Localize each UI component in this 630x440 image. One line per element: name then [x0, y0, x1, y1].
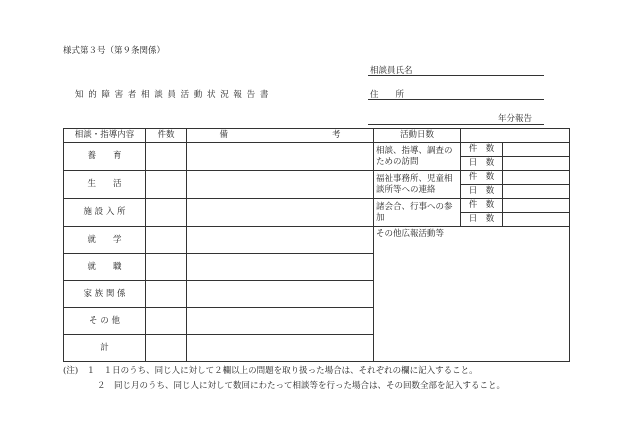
counselor-name-line[interactable] [368, 75, 544, 76]
remarks-employment[interactable] [187, 254, 374, 281]
activity-visit-label: 相談、指導、調査のための訪問 [374, 143, 461, 171]
other-activities-cell[interactable] [374, 227, 570, 362]
remarks-other[interactable] [187, 308, 374, 335]
header-remarks-2: 考 [332, 130, 341, 140]
count-employment[interactable] [146, 254, 187, 281]
activity-days-value[interactable] [461, 129, 570, 143]
remarks-facility-admission[interactable] [187, 199, 374, 227]
activity-meeting-count-value[interactable] [503, 199, 570, 213]
remarks-upbringing[interactable] [187, 143, 374, 171]
activity-visit-days-label: 日 数 [461, 157, 503, 171]
category-employment: 就 職 [64, 254, 146, 281]
form-number: 様式第３号（第９条関係） [63, 46, 166, 56]
activity-contact-count-value[interactable] [503, 171, 570, 185]
count-family[interactable] [146, 281, 187, 308]
activity-meeting-days-value[interactable] [503, 213, 570, 227]
address-label: 住 所 [370, 90, 405, 100]
counselor-name-label: 相談員氏名 [370, 66, 413, 76]
activity-visit-count-label: 件 数 [461, 143, 503, 157]
activity-contact-days-label: 日 数 [461, 185, 503, 199]
activity-visit-days-value[interactable] [503, 157, 570, 171]
page-title: 知 的 障 害 者 相 談 員 活 動 状 況 報 告 書 [75, 90, 270, 100]
activity-meeting-label: 諸会合、行事への参加 [374, 199, 461, 227]
count-living[interactable] [146, 171, 187, 199]
activity-contact-label: 福祉事務所、児童相談所等への連絡 [374, 171, 461, 199]
annual-report-label: 年分報告 [498, 114, 533, 124]
activity-contact-count-label: 件 数 [461, 171, 503, 185]
count-other[interactable] [146, 308, 187, 335]
address-line[interactable] [368, 99, 544, 100]
other-activities-label: その他広報活動等 [376, 229, 445, 239]
header-count: 件数 [146, 129, 187, 143]
header-content: 相談・指導内容 [64, 129, 146, 143]
activity-visit-count-value[interactable] [503, 143, 570, 157]
remarks-living[interactable] [187, 171, 374, 199]
activity-meeting-days-label: 日 数 [461, 213, 503, 227]
header-remarks-1: 備 [219, 130, 228, 140]
remarks-total[interactable] [187, 335, 374, 362]
category-upbringing: 養 育 [64, 143, 146, 171]
category-other: そ の 他 [64, 308, 146, 335]
count-schooling[interactable] [146, 227, 187, 254]
count-upbringing[interactable] [146, 143, 187, 171]
count-total[interactable] [146, 335, 187, 362]
category-living: 生 活 [64, 171, 146, 199]
note-1: (注) １ １日のうち、同じ人に対して２欄以上の問題を取り扱った場合は、それぞれの欄に記入すること。 [63, 366, 478, 376]
category-schooling: 就 学 [64, 227, 146, 254]
count-facility-admission[interactable] [146, 199, 187, 227]
activity-report-table [63, 128, 570, 362]
note-2: ２ 同じ月のうち、同じ人に対して数回にわたって相談等を行った場合は、その回数全部を記入すること。 [97, 381, 506, 391]
activity-contact-days-value[interactable] [503, 185, 570, 199]
header-remarks [187, 129, 374, 143]
category-family: 家 族 関 係 [64, 281, 146, 308]
remarks-schooling[interactable] [187, 227, 374, 254]
report-year-line[interactable] [368, 124, 544, 125]
category-total: 計 [64, 335, 146, 362]
activity-meeting-count-label: 件 数 [461, 199, 503, 213]
header-activity-days: 活動日数 [374, 129, 461, 143]
remarks-family[interactable] [187, 281, 374, 308]
category-facility-admission: 施 設 入 所 [64, 199, 146, 227]
